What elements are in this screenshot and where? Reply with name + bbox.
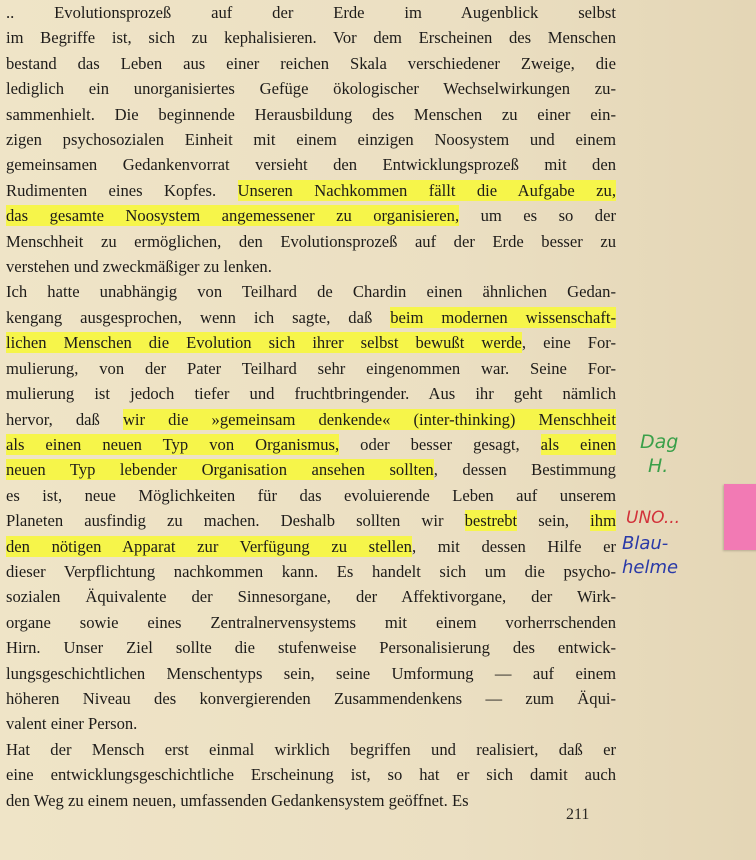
text-segment: Hirn. Unser Ziel sollte die stufenweise Personalisierung des entwick- <box>6 638 616 658</box>
text-line <box>6 661 616 686</box>
highlighted-text: als einen neuen Typ von Organismus, <box>6 434 340 454</box>
text-segment: mulierung ist jedoch tiefer und fruchtbringender. Aus ihr geht nämlich <box>6 384 616 404</box>
text-line <box>6 254 616 279</box>
text-line <box>6 788 616 813</box>
text-segment: , dessen Bestimmung <box>433 460 616 480</box>
text-line <box>6 203 616 228</box>
text-segment: lungsgeschichtlichen Menschentyps sein, seine Umformung — auf einem <box>6 663 616 683</box>
highlighted-text: beim modernen wissenschaft- <box>390 307 616 327</box>
text-segment: dieser Verpflichtung nachkommen kann. Es handelt sich um die psycho- <box>6 561 616 581</box>
text-line <box>6 635 616 660</box>
text-line <box>6 305 616 330</box>
text-line <box>6 508 616 533</box>
note-blue-line-1: Blau- <box>622 533 669 554</box>
text-line <box>6 432 616 457</box>
text-line <box>6 152 616 177</box>
text-line <box>6 483 616 508</box>
body-text <box>6 0 616 813</box>
page-number: 211 <box>566 806 590 823</box>
text-segment: höheren Niveau des konvergierenden Zusammendenkens — zum Äqui- <box>6 688 616 708</box>
note-blue-line-2: helme <box>622 557 679 578</box>
text-line <box>6 686 616 711</box>
text-line <box>6 0 616 25</box>
text-line <box>6 762 616 787</box>
text-segment: .. Evolutionsprozeß auf der Erde im Augenblick selbst <box>6 3 616 22</box>
text-segment: sammenhielt. Die beginnende Herausbildung des Menschen zu einer ein- <box>6 104 616 124</box>
text-segment: um es so der <box>459 206 616 226</box>
handwritten-note-green <box>640 430 678 478</box>
text-line <box>6 559 616 584</box>
text-segment: verstehen und zweckmäßiger zu lenken. <box>6 257 272 277</box>
text-line <box>6 51 616 76</box>
text-segment: hervor, daß <box>6 409 123 429</box>
text-line <box>6 737 616 762</box>
text-segment: lediglich ein unorganisiertes Gefüge ökologischer Wechselwirkungen zu- <box>6 79 616 99</box>
text-line <box>6 25 616 50</box>
text-line <box>6 102 616 127</box>
highlighted-text: den nötigen Apparat zur Verfügung zu stellen <box>6 536 412 556</box>
highlighted-text: das gesamte Noosystem angemessener zu organisieren, <box>6 206 460 226</box>
handwritten-note-blue <box>622 532 678 580</box>
highlighted-text: neuen Typ lebender Organisation ansehen sollten <box>6 460 434 480</box>
handwritten-note-red: UNO... <box>626 508 681 528</box>
text-segment: zigen psychosozialen Einheit mit einem einzigen Noosystem und einem <box>6 130 616 150</box>
text-segment: organe sowie eines Zentralnervensystems mit einem vorherrschenden <box>6 612 616 632</box>
text-segment: im Begriffe ist, sich zu kephalisieren. Vor dem Erscheinen des Menschen <box>6 28 616 48</box>
text-segment: es ist, neue Möglichkeiten für das evoluierende Leben auf unserem <box>6 485 616 505</box>
highlighted-text: als einen <box>540 434 616 454</box>
text-line <box>6 407 616 432</box>
text-segment: , eine For- <box>521 333 616 353</box>
text-segment: sein, <box>517 511 591 531</box>
text-line <box>6 534 616 559</box>
text-segment: Ich hatte unabhängig von Teilhard de Chardin einen ähnlichen Gedan- <box>6 282 616 302</box>
text-segment: Menschheit zu ermöglichen, den Evolutionsprozeß auf der Erde besser zu <box>6 231 616 251</box>
text-line <box>6 127 616 152</box>
highlighted-text: ihm <box>590 511 616 531</box>
text-line <box>6 711 616 736</box>
note-green-line-1: Dag <box>640 431 679 453</box>
text-segment: oder besser gesagt, <box>339 434 541 454</box>
text-segment: Planeten ausfindig zu machen. Deshalb sollten wir <box>6 511 465 531</box>
text-line <box>6 330 616 355</box>
highlighted-text: lichen Menschen die Evolution sich ihrer selbst bewußt werde <box>6 333 522 353</box>
text-segment: eine entwicklungsgeschichtliche Erscheinung ist, so hat er sich damit auch <box>6 765 616 785</box>
text-line <box>6 76 616 101</box>
highlighted-text: wir die »gemeinsam denkende« (inter-thinking) Menschheit <box>122 409 616 429</box>
text-segment: , mit dessen Hilfe er <box>411 536 616 556</box>
text-line <box>6 356 616 381</box>
note-green-line-2: H. <box>648 455 669 477</box>
text-segment: Hat der Mensch erst einmal wirklich begriffen und realisiert, daß er <box>6 739 616 759</box>
sticky-note-tab <box>724 484 756 550</box>
text-segment: valent einer Person. <box>6 714 138 734</box>
text-segment: gemeinsamen Gedankenvorrat versieht den Entwicklungsprozeß mit den <box>6 155 616 175</box>
text-line <box>6 229 616 254</box>
text-line <box>6 178 616 203</box>
highlighted-text: bestrebt <box>464 511 518 531</box>
text-line <box>6 584 616 609</box>
text-segment: mulierung, von der Pater Teilhard sehr eingenommen war. Seine For- <box>6 358 616 378</box>
highlighted-text: Unseren Nachkommen fällt die Aufgabe zu, <box>237 180 616 200</box>
text-segment: sozialen Äquivalente der Sinnesorgane, der Affektivorgane, der Wirk- <box>6 587 616 607</box>
text-line <box>6 457 616 482</box>
text-segment: den Weg zu einem neuen, umfassenden Gedankensystem geöffnet. Es <box>6 790 469 810</box>
text-line <box>6 610 616 635</box>
text-line <box>6 279 616 304</box>
text-segment: kengang ausgesprochen, wenn ich sagte, daß <box>6 307 391 327</box>
text-segment: Rudimenten eines Kopfes. <box>6 180 238 200</box>
text-line <box>6 381 616 406</box>
text-segment: bestand das Leben aus einer reichen Skala verschiedener Zweige, die <box>6 53 616 73</box>
